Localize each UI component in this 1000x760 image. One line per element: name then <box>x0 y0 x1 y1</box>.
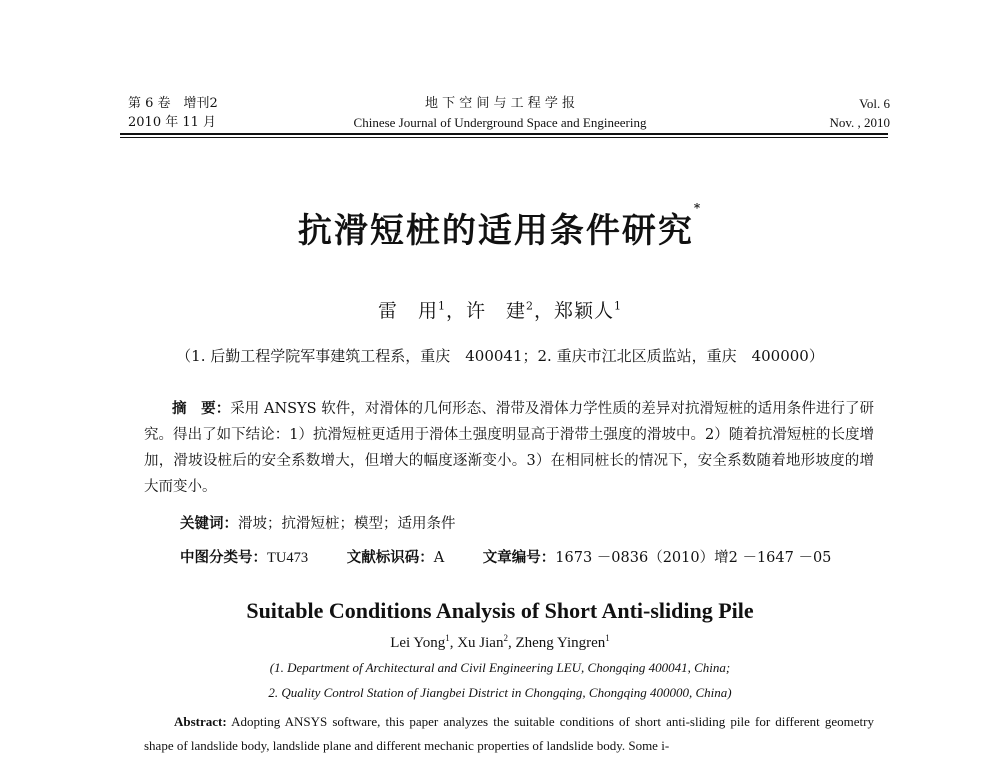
volume-en: Vol. 6 <box>859 96 890 111</box>
doc-code-label: 文献标识码： <box>346 550 434 566</box>
abstract-cn-text: 采用 ANSYS 软件，对滑体的几何形态、滑带及滑体力学性质的差异对抗滑短桩的适用条件进行了研究。得出了如下结论：1）抗滑短桩更适用于滑体土强度明显高于滑带土强度的滑坡中。2）随着抗滑短桩的长度增加，滑坡设桩后的安全系数增大，但增大的幅度逐渐变小。3）在相同桩长的情况下，安全系数随着地形坡度的增大而变小。 <box>144 401 875 495</box>
author-en: Xu Jian <box>457 635 504 651</box>
authors-en <box>0 633 1000 652</box>
keywords-text: 滑坡；抗滑短桩；模型；适用条件 <box>238 516 456 532</box>
running-header-right <box>829 94 890 132</box>
author-separator: , <box>507 635 516 651</box>
author-separator: ， <box>445 300 466 322</box>
clc-number <box>180 550 308 566</box>
date-en: Nov. , 2010 <box>829 115 890 130</box>
issue-date: 2010 年 11 月 <box>128 115 217 130</box>
paper-title-cn <box>0 203 1000 252</box>
header-rule-thin <box>120 137 888 138</box>
affiliation-en-2: 2. Quality Control Station of Jiangbei District in Chongqing, Chongqing 400000, China) <box>268 685 732 700</box>
article-number-label: 文章编号： <box>482 550 556 566</box>
title-footnote-mark: * <box>693 201 703 215</box>
abstract-cn <box>144 396 874 500</box>
author-affil-mark: 1 <box>437 299 446 313</box>
author-en: Lei Yong <box>390 635 446 651</box>
clc-value: TU473 <box>267 550 309 566</box>
abstract-en <box>144 710 874 758</box>
author-cn: 郑颖人 <box>554 300 615 322</box>
affiliation-cn: （1. 后勤工程学院军事建筑工程系，重庆 400041；2. 重庆市江北区质监站，重庆 400000） <box>176 347 824 365</box>
authors-cn <box>0 296 1000 323</box>
classification-line <box>180 546 880 567</box>
clc-label: 中图分类号： <box>180 550 267 566</box>
paper-title-en: Suitable Conditions Analysis of Short Anti-sliding Pile <box>246 598 754 623</box>
abstract-en-text: Adopting ANSYS software, this paper analyzes the suitable conditions of short anti-sliding pile for different geometry shape of landslide body, landslide plane and different mechanic properties of landslide body. Some i- <box>144 714 874 753</box>
author-affil-mark: 1 <box>614 299 623 313</box>
author-separator: , <box>449 635 458 651</box>
doc-code-value: A <box>433 550 445 566</box>
author-affil-mark: 1 <box>605 633 610 643</box>
document-code <box>347 550 444 566</box>
journal-name-en: Chinese Journal of Underground Space and Engineering <box>353 115 647 130</box>
author-cn: 雷 用 <box>377 300 438 322</box>
affiliation-en-1: (1. Department of Architectural and Civil Engineering LEU, Chongqing 400041, China; <box>269 660 731 675</box>
journal-name-cn: 地 下 空 间 与 工 程 学 报 <box>424 96 576 111</box>
abstract-en-label: Abstract: <box>174 714 227 729</box>
author-separator: ， <box>534 300 555 322</box>
keywords-cn <box>180 512 456 533</box>
author-affil-mark: 2 <box>526 299 534 313</box>
running-header-left <box>128 94 218 132</box>
author-affil-mark: 1 <box>445 633 450 643</box>
author-affil-mark: 2 <box>503 633 508 643</box>
article-number <box>483 550 832 566</box>
author-en: Zheng Yingren <box>515 635 606 651</box>
keywords-label: 关键词： <box>180 516 238 532</box>
running-header-journal <box>300 94 700 132</box>
article-number-value: 1673 －0836（2010）增2 －1647 －05 <box>555 550 832 566</box>
volume-issue: 第 6 卷 增刊2 <box>128 96 218 111</box>
header-rule-thick <box>120 133 888 135</box>
title-cn-text: 抗滑短桩的适用条件研究 <box>297 211 694 251</box>
author-cn: 许 建 <box>465 300 526 322</box>
abstract-cn-label: 摘 要： <box>172 401 231 417</box>
